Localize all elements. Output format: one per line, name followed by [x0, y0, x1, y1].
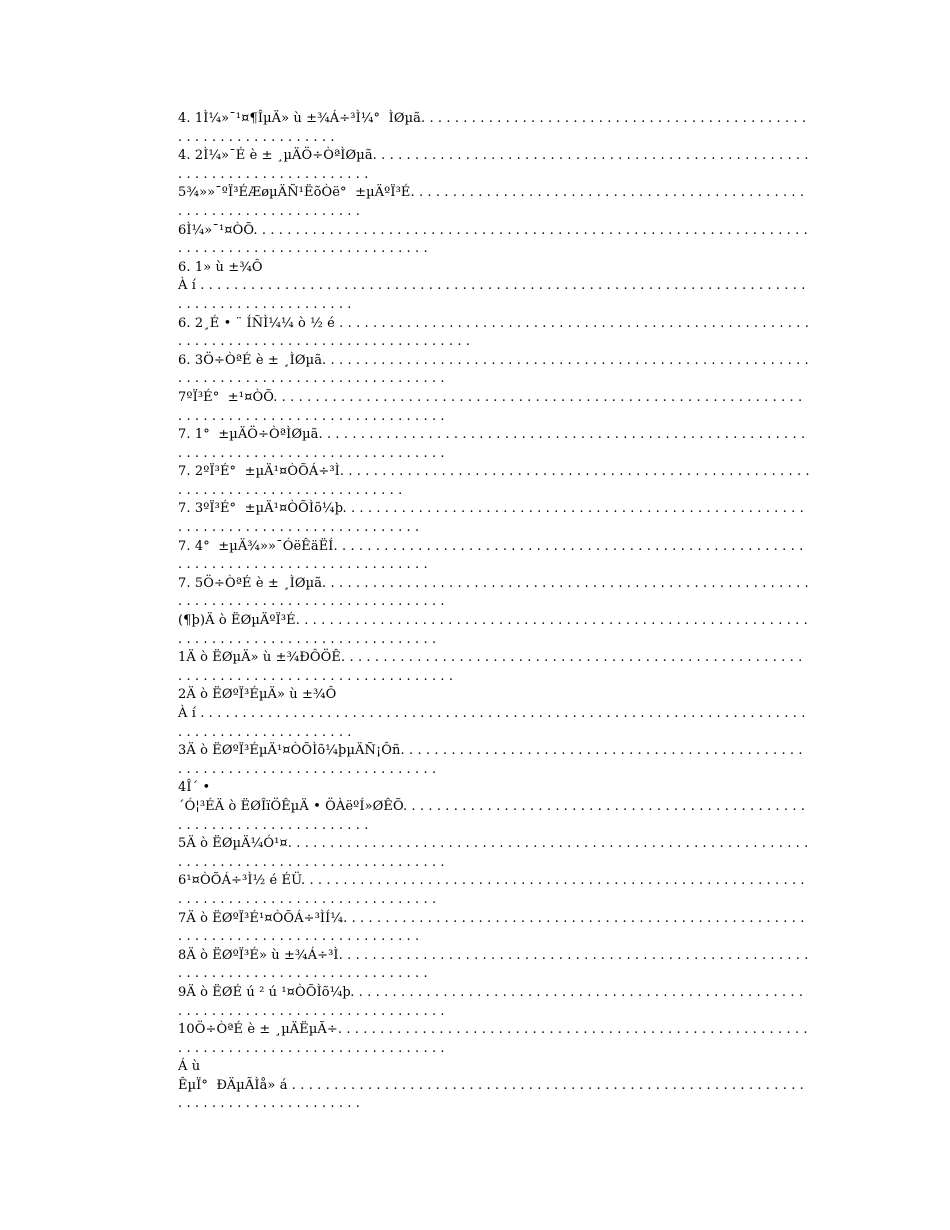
toc-entry: 2Ä ò ËØºÏ³ÉµÄ» ù ±¾Ô À í . . . . . . . . . . . . . . . . . . . . . . . . . . . . . . . . . . . . . . . . . . . . . . . . . . . . . . . . . . . . . . . . . . . . . . . . . . . . . . . . . . . . . . . . . . . . .	[178, 687, 806, 740]
toc-entry: 4. 2Ì¼»¯É è ± ¸µÄÖ÷ÒªÌØµã. . . . . . . . . . . . . . . . . . . . . . . . . . . . . . . . . . . . . . . . . . . . . . . . . . . . . . . . . . . . . . . . . . . . . . . . . . .	[178, 148, 813, 182]
toc-entry: 7ºÏ³É° ±¹¤ÒÕ. . . . . . . . . . . . . . . . . . . . . . . . . . . . . . . . . . . . . . . . . . . . . . . . . . . . . . . . . . . . . . . . . . . . . . . . . . . . . . . . . . . . . . . . . . . . . . .	[178, 389, 807, 424]
table-of-contents	[178, 110, 814, 1114]
toc-entry: 4Î´ • ´Ó¦³ÉÄ ò ËØÎïÖÊµÄ • ÖÀëºÍ»ØÊÕ. . . . . . . . . . . . . . . . . . . . . . . . . . . . . . . . . . . . . . . . . . . . . . . . . . . . . . . . . . . . . . . . . . . . . . .	[178, 780, 806, 833]
toc-entry: 6. 3Ö÷ÒªÉ è ± ¸ÌØµã. . . . . . . . . . . . . . . . . . . . . . . . . . . . . . . . . . . . . . . . . . . . . . . . . . . . . . . . . . . . . . . . . . . . . . . . . . . . . . . . . . . . . . . . . .	[178, 352, 814, 387]
toc-entry: 6. 1» ù ±¾Ô À í . . . . . . . . . . . . . . . . . . . . . . . . . . . . . . . . . . . . . . . . . . . . . . . . . . . . . . . . . . . . . . . . . . . . . . . . . . . . . . . . . . . . . . . . . . . . .	[178, 259, 806, 312]
toc-entry: 5Ä ò ËØµÄ¼Ó¹¤. . . . . . . . . . . . . . . . . . . . . . . . . . . . . . . . . . . . . . . . . . . . . . . . . . . . . . . . . . . . . . . . . . . . . . . . . . . . . . . . . . . . . . . . . . . . . .	[178, 836, 813, 870]
toc-entry: 6¹¤ÒÕÁ÷³Ì½ é ÉÜ. . . . . . . . . . . . . . . . . . . . . . . . . . . . . . . . . . . . . . . . . . . . . . . . . . . . . . . . . . . . . . . . . . . . . . . . . . . . . . . . . . . . . . . . . . .	[178, 873, 809, 907]
toc-entry: 6Ì¼»¯¹¤ÒÕ. . . . . . . . . . . . . . . . . . . . . . . . . . . . . . . . . . . . . . . . . . . . . . . . . . . . . . . . . . . . . . . . . . . . . . . . . . . . . . . . . . . . . . . . . . . . . . . .	[178, 222, 813, 257]
toc-entry: 4. 1Ì¼»¯¹¤¶ÎµÄ» ù ±¾Á÷³Ì¼° ÌØµã. . . . . . . . . . . . . . . . . . . . . . . . . . . . . . . . . . . . . . . . . . . . . . . . . . . . . . . . . . . . . . . . .	[178, 111, 811, 145]
toc-entry: (¶þ)Ä ò ËØµÄºÏ³É. . . . . . . . . . . . . . . . . . . . . . . . . . . . . . . . . . . . . . . . . . . . . . . . . . . . . . . . . . . . . . . . . . . . . . . . . . . . . . . . . . . . . . . . . . . .	[178, 613, 813, 647]
toc-entry: 5¾»»¯ºÏ³ÉÆøµÄÑ¹ËõÒë° ±µÄºÏ³É. . . . . . . . . . . . . . . . . . . . . . . . . . . . . . . . . . . . . . . . . . . . . . . . . . . . . . . . . . . . . . . . . . . . .	[178, 185, 809, 219]
toc-entry: 7. 2ºÏ³É° ±µÄ¹¤ÒÕÁ÷³Ì. . . . . . . . . . . . . . . . . . . . . . . . . . . . . . . . . . . . . . . . . . . . . . . . . . . . . . . . . . . . . . . . . . . . . . . . . . . . . . . . . . .	[178, 464, 814, 498]
toc-entry: 8Ä ò ËØºÏ³É» ù ±¾Á÷³Ì. . . . . . . . . . . . . . . . . . . . . . . . . . . . . . . . . . . . . . . . . . . . . . . . . . . . . . . . . . . . . . . . . . . . . . . . . . . . . . . . . . . . . .	[178, 947, 813, 982]
toc-entry: 9Ä ò ËØÉ ú ² ú ¹¤ÒÕÌõ¼þ. . . . . . . . . . . . . . . . . . . . . . . . . . . . . . . . . . . . . . . . . . . . . . . . . . . . . . . . . . . . . . . . . . . . . . . . . . . . . . . . . . . . . .	[178, 984, 808, 1019]
toc-entry: 6. 2¸É • ¨ ÍÑÌ¼¼ ò ½ é . . . . . . . . . . . . . . . . . . . . . . . . . . . . . . . . . . . . . . . . . . . . . . . . . . . . . . . . . . . . . . . . . . . . . . . . . . . . . . . . . . . . . . . . . . .	[178, 315, 814, 350]
toc-entry: 7. 1° ±µÄÖ÷ÒªÌØµã. . . . . . . . . . . . . . . . . . . . . . . . . . . . . . . . . . . . . . . . . . . . . . . . . . . . . . . . . . . . . . . . . . . . . . . . . . . . . . . . . . . . . . . . . .	[178, 427, 810, 461]
toc-entry: 10Ö÷ÒªÉ è ± ¸µÄËµÃ÷. . . . . . . . . . . . . . . . . . . . . . . . . . . . . . . . . . . . . . . . . . . . . . . . . . . . . . . . . . . . . . . . . . . . . . . . . . . . . . . . . . . . . . . .	[178, 1022, 812, 1056]
toc-entry: Á ù ÊµÏ° ÐÄµÃÌå» á . . . . . . . . . . . . . . . . . . . . . . . . . . . . . . . . . . . . . . . . . . . . . . . . . . . . . . . . . . . . . . . . . . . . . . . . . . . . . . . . . . .	[178, 1059, 804, 1112]
toc-entry: 7. 3ºÏ³É° ±µÄ¹¤ÒÕÌõ¼þ. . . . . . . . . . . . . . . . . . . . . . . . . . . . . . . . . . . . . . . . . . . . . . . . . . . . . . . . . . . . . . . . . . . . . . . . . . . . . . . . . . . .	[178, 501, 809, 536]
toc-entry: 7. 5Ö÷ÒªÉ è ± ¸ÌØµã. . . . . . . . . . . . . . . . . . . . . . . . . . . . . . . . . . . . . . . . . . . . . . . . . . . . . . . . . . . . . . . . . . . . . . . . . . . . . . . . . . . . . . . . . .	[178, 575, 814, 610]
toc-entry: 7. 4° ±µÄ¾»»¯ÓëÊäËÍ. . . . . . . . . . . . . . . . . . . . . . . . . . . . . . . . . . . . . . . . . . . . . . . . . . . . . . . . . . . . . . . . . . . . . . . . . . . . . . . . . . . . . .	[178, 538, 808, 573]
toc-entry: 7Ä ò ËØºÏ³É¹¤ÒÕÁ÷³ÌÍ¼. . . . . . . . . . . . . . . . . . . . . . . . . . . . . . . . . . . . . . . . . . . . . . . . . . . . . . . . . . . . . . . . . . . . . . . . . . . . . . . . . . . .	[178, 910, 809, 945]
toc-entry: 1Ä ò ËØµÄ» ù ±¾ÐÔÖÊ. . . . . . . . . . . . . . . . . . . . . . . . . . . . . . . . . . . . . . . . . . . . . . . . . . . . . . . . . . . . . . . . . . . . . . . . . . . . . . . . . . . . . . . .	[178, 650, 807, 684]
toc-entry: 3Ä ò ËØºÏ³ÉµÄ¹¤ÒÕÌõ¼þµÄÑ¡Ôñ. . . . . . . . . . . . . . . . . . . . . . . . . . . . . . . . . . . . . . . . . . . . . . . . . . . . . . . . . . . . . . . . . . . . . . . . . . . . . . .	[178, 743, 807, 777]
